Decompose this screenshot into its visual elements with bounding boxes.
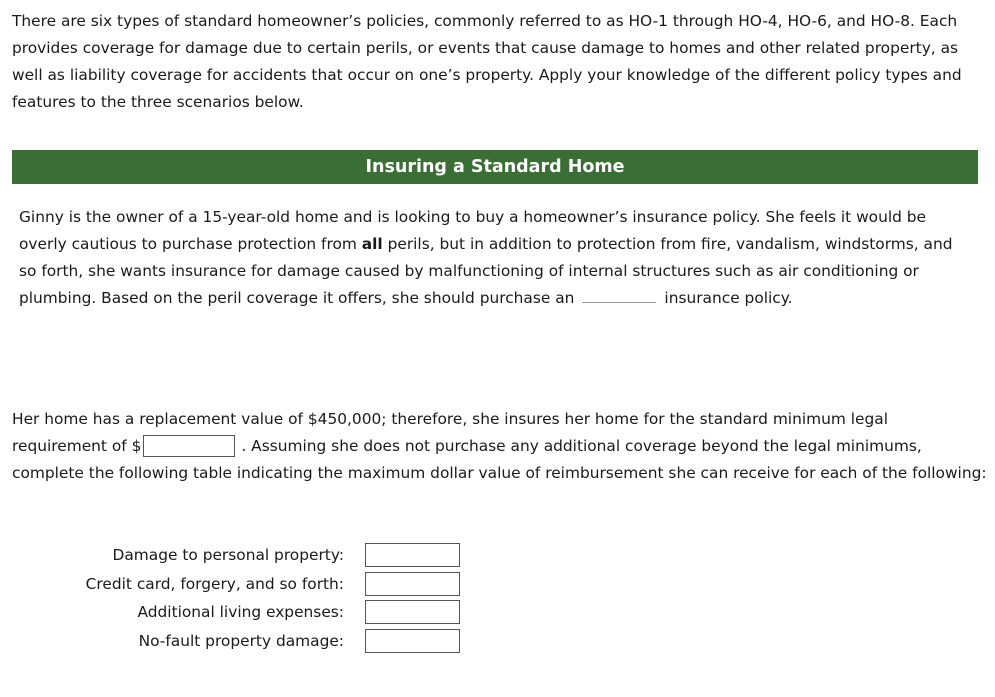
scenario-text-start: Ginny is the owner of a 15-year-old home and is looking to buy a homeowner’s insurance policy. She feels it would be overly cautious to purchase protection from [19, 208, 927, 253]
reimbursement-table [40, 541, 480, 655]
requirement-text-end: . Assuming she does not purchase any additional coverage beyond the legal minimums, complete the following table indicating the maximum dollar value of reimbursement she can receive for each of the following: [12, 437, 987, 482]
requirement-text-start: Her home has a replacement value of $450,000; therefore, she insures her home for the standard minimum legal requirement of $ [12, 410, 888, 455]
credit-card-forgery-input[interactable] [365, 572, 460, 596]
personal-property-label: Damage to personal property: [112, 546, 344, 564]
no-fault-property-damage-label: No-fault property damage: [138, 631, 344, 650]
scenario-bold-word: all [361, 235, 383, 253]
scenario-paragraph [19, 204, 974, 312]
table-row [40, 570, 480, 599]
minimum-requirement-input[interactable] [143, 435, 235, 457]
section-title: Insuring a Standard Home [365, 157, 625, 177]
no-fault-property-damage-input[interactable] [365, 629, 460, 653]
personal-property-input[interactable] [365, 543, 460, 567]
intro-paragraph: There are six types of standard homeowner’s policies, commonly referred to as HO-1 through HO-4, HO-6, and HO-8. Each provides coverage for damage due to certain perils, or events that cause damage to homes and other related property, as well as liability coverage for accidents that occur on one’s property. Apply your knowledge of the different policy types and features to the three scenarios below. [12, 12, 962, 111]
table-row [40, 627, 480, 656]
requirement-paragraph [12, 406, 987, 487]
credit-card-forgery-label: Credit card, forgery, and so forth: [85, 574, 344, 593]
policy-type-dropdown[interactable] [582, 288, 656, 303]
table-row [40, 598, 480, 627]
scenario-text-end: insurance policy. [664, 289, 793, 307]
additional-living-expenses-label: Additional living expenses: [137, 603, 344, 621]
table-row [40, 541, 480, 570]
section-header [12, 150, 978, 184]
additional-living-expenses-input[interactable] [365, 600, 460, 624]
scenario-text-middle: perils, but in addition to protection from fire, vandalism, windstorms, and so forth, she wants insurance for damage caused by malfunctioning of internal structures such as air conditioning or plumbing. Based on the peril coverage it offers, she should purchase an [19, 235, 953, 307]
